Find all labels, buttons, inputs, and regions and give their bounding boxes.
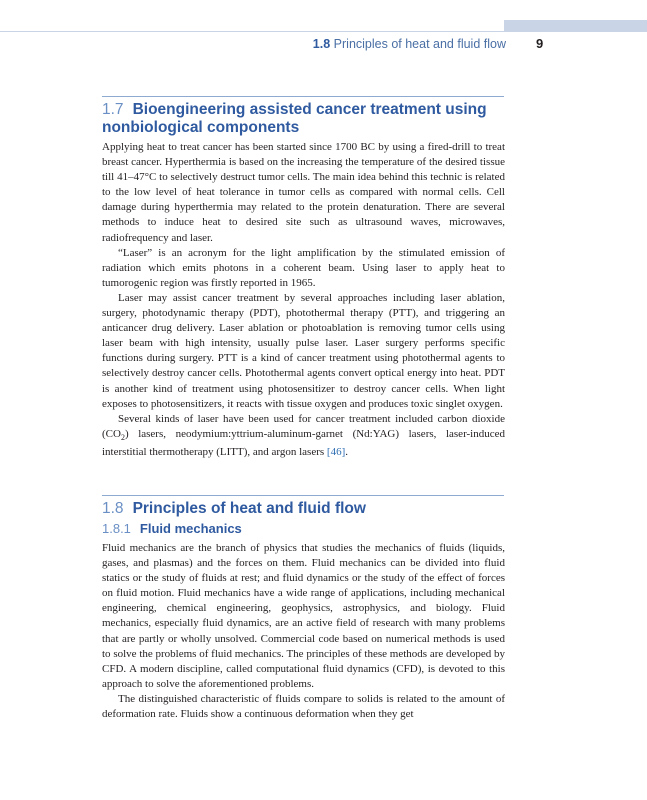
subsection-title: Fluid mechanics <box>139 521 242 536</box>
section-1-7-body <box>102 140 505 460</box>
paragraph-text: . <box>345 446 348 459</box>
running-head-title: Principles of heat and fluid flow <box>333 37 506 51</box>
citation-link[interactable]: [46] <box>326 446 346 459</box>
header-rule <box>0 31 647 32</box>
running-head-number: 1.8 <box>312 37 331 51</box>
paragraph-text: Several kinds of laser have been used for cancer treatment included carbon dioxide (CO <box>102 412 505 440</box>
paragraph-text: ) lasers, neodymium:yttrium-aluminum-garnet (Nd:YAG) lasers, laser-induced interstitial thermotherapy (LITT), and argon lasers <box>102 427 505 459</box>
section-title: Principles of heat and fluid flow <box>132 500 366 517</box>
paragraph: Fluid mechanics are the branch of physics that studies the mechanics of fluids (liquids, gases, and plasmas) and the forces on them. Fluid mechanics can be divided into fluid statics or the study of fluids at rest; and fluid dynamics or the study of the effect of forces on fluid motion. Fluid mechanics have a wide range of applications, including mechanical engineering, chemical engineering, geophysics, astrophysics, and biology. Fluid mechanics, especially fluid dynamics, are an active field of research with many problems that are partly or wholly unsolved. Commercial code based on numerical methods is used to solve the problems of fluid mechanics. The principles of these methods are developed by CFD. A modern discipline, called computational fluid dynamics (CFD), is devoted to this approach to solve the aforementioned problems. <box>102 542 505 690</box>
paragraph: “Laser” is an acronym for the light amplification by the stimulated emission of radiation which emits photons in a coherent beam. Using laser to apply heat to tumorogenic region was firstly reported in 1965. <box>102 246 505 289</box>
subsection-heading-1-8-1 <box>102 521 506 537</box>
section-1-8-body <box>102 541 505 722</box>
section-number: 1.8 <box>102 500 124 517</box>
section-title-line1: Bioengineering assisted cancer treatment using <box>132 101 487 118</box>
section-rule <box>102 96 504 97</box>
paragraph: Laser may assist cancer treatment by several approaches including laser ablation, surgery, photodynamic therapy (PDT), photothermal therapy (PTT), and triggering an anticancer drug delivery. Laser ablation or photoablation is removing tumor cells using laser beam with high intensity, usually pulse laser. Laser surgery performs specific functions during surgery. PTT is a kind of cancer treatment using photothermal agents to selectively destroy cancer cells. Photothermal agents convert optical energy into heat. PDT is another kind of treatment using photosensitizer to destroy cancer cells. When light exposes to photosensitizers, it reacts with tissue oxygen and produces toxic singlet oxygen. <box>102 291 505 410</box>
section-heading-1-8 <box>102 500 506 518</box>
section-rule <box>102 495 504 496</box>
section-title-line2: nonbiological components <box>102 119 300 136</box>
page-number: 9 <box>536 36 544 51</box>
paragraph: The distinguished characteristic of fluids compare to solids is related to the amount of deformation rate. Fluids show a continuous deformation when they get <box>102 692 505 721</box>
subscript: 2 <box>120 432 125 442</box>
paragraph: Applying heat to treat cancer has been started since 1700 BC by using a fired-drill to treat breast cancer. Hyperthermia is based on the increasing the temperature of the desired tissue till 41–47°C to selectively destruct tumor cells. The main idea behind this technic is related to the low level of heat tolerance in tumor cells as compared with normal cells. Cell damage during hyperthermia may related to the protein denaturation. There are several methods to induce heat to desired site such as ultrasound waves, microwaves, radiofrequency and laser. <box>102 141 505 244</box>
paragraph <box>102 412 505 460</box>
section-number: 1.7 <box>102 101 124 118</box>
running-head <box>300 37 506 51</box>
section-heading-1-7 <box>102 101 506 137</box>
subsection-number: 1.8.1 <box>102 521 131 536</box>
